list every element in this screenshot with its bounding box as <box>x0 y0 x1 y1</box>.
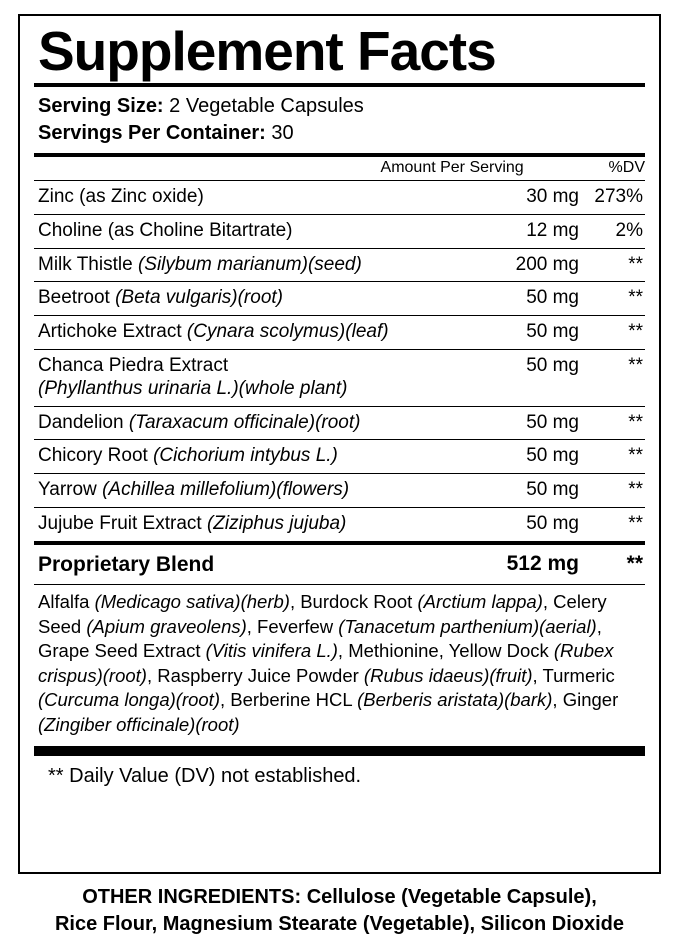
other-ingredients-label: OTHER INGREDIENTS: <box>82 886 302 908</box>
table-row <box>34 406 645 440</box>
nutrient-dv: ** <box>585 349 645 406</box>
other-ingredients <box>18 884 661 938</box>
nutrient-amount: 30 mg <box>526 186 579 207</box>
nutrient-name: Yarrow (Achillea millefolium)(flowers) <box>34 474 493 508</box>
table-row <box>34 316 645 350</box>
serving-size-line <box>38 93 645 120</box>
nutrient-dv: ** <box>585 316 645 350</box>
header-blank <box>34 157 47 180</box>
nutrient-dv: ** <box>585 282 645 316</box>
nutrient-dv: ** <box>585 474 645 508</box>
nutrient-dv: 273% <box>594 186 643 207</box>
table-row <box>34 349 645 406</box>
other-ingredients-line-1 <box>18 884 661 911</box>
nutrient-dv: ** <box>585 406 645 440</box>
nutrient-amount: 50 mg <box>493 316 585 350</box>
nutrient-amount: 50 mg <box>493 507 585 540</box>
table-header-row <box>34 157 645 180</box>
nutrient-amount: 50 mg <box>493 349 585 406</box>
header-percent-dv: %DV <box>608 159 645 176</box>
nutrition-table <box>34 157 645 180</box>
proprietary-blend-row <box>34 545 645 584</box>
serving-info <box>34 87 645 153</box>
nutrient-name: Choline (as Choline Bitartrate) <box>34 214 493 248</box>
nutrient-amount: 50 mg <box>493 474 585 508</box>
nutrient-amount: 50 mg <box>493 440 585 474</box>
table-row <box>34 248 645 282</box>
daily-value-note: ** Daily Value (DV) not established. <box>48 764 362 787</box>
nutrient-name: Dandelion (Taraxacum officinale)(root) <box>34 406 493 440</box>
nutrient-dv: ** <box>585 507 645 540</box>
proprietary-blend-table <box>34 545 645 584</box>
nutrient-name: Beetroot (Beta vulgaris)(root) <box>34 282 493 316</box>
other-ingredients-line-2 <box>18 911 661 938</box>
nutrient-name: Chicory Root (Cichorium intybus L.) <box>34 440 493 474</box>
header-amount-per-serving: Amount Per Serving <box>380 159 524 176</box>
serving-size-value: 2 Vegetable Capsules <box>169 95 364 117</box>
proprietary-blend-name: Proprietary Blend <box>38 552 215 576</box>
servings-per-container-line <box>38 120 645 147</box>
nutrient-name: Zinc (as Zinc oxide) <box>38 186 204 207</box>
nutrient-amount: 200 mg <box>493 248 585 282</box>
nutrient-name: Milk Thistle (Silybum marianum)(seed) <box>34 248 493 282</box>
nutrient-rows <box>34 181 645 541</box>
nutrient-dv: 2% <box>585 214 645 248</box>
table-row <box>34 507 645 540</box>
supplement-facts-panel <box>18 14 661 874</box>
nutrient-dv: ** <box>585 440 645 474</box>
nutrient-amount: 50 mg <box>493 406 585 440</box>
table-row <box>34 440 645 474</box>
nutrient-name: Chanca Piedra Extract (Phyllanthus urinaria L.)(whole plant) <box>34 349 493 406</box>
proprietary-blend-ingredients: Alfalfa (Medicago sativa)(herb), Burdock Root (Arctium lappa), Celery Seed (Apium graveolens), Feverfew (Tanacetum parthenium)(aerial), Grape Seed Extract (Vitis vinifera L.), Methionine, Yellow Dock (Rubex crispus)(root), Raspberry Juice Powder (Rubus idaeus)(fruit), Turmeric (Curcuma longa)(root), Berberine HCL (Berberis aristata)(bark), Ginger (Zingiber officinale)(root) <box>38 590 619 735</box>
nutrient-name: Jujube Fruit Extract (Ziziphus jujuba) <box>34 507 493 540</box>
table-row <box>34 282 645 316</box>
serving-size-label: Serving Size: <box>38 95 164 117</box>
servings-per-container-label: Servings Per Container: <box>38 122 266 144</box>
table-row <box>34 214 645 248</box>
nutrient-amount: 50 mg <box>493 282 585 316</box>
other-ingredients-value-2: Rice Flour, Magnesium Stearate (Vegetable), Silicon Dioxide <box>54 913 625 935</box>
nutrient-dv: ** <box>585 248 645 282</box>
nutrient-name: Artichoke Extract (Cynara scolymus)(leaf) <box>34 316 493 350</box>
nutrient-amount: 12 mg <box>493 214 585 248</box>
proprietary-blend-amount: 512 mg <box>506 551 579 575</box>
other-ingredients-value-1: Cellulose (Vegetable Capsule), <box>306 886 597 908</box>
table-row <box>34 181 645 214</box>
divider-above-dv-note <box>34 746 645 756</box>
page-title: Supplement Facts <box>38 20 496 82</box>
proprietary-blend-dv: ** <box>626 551 643 575</box>
table-row <box>34 474 645 508</box>
servings-per-container-value: 30 <box>271 122 294 144</box>
